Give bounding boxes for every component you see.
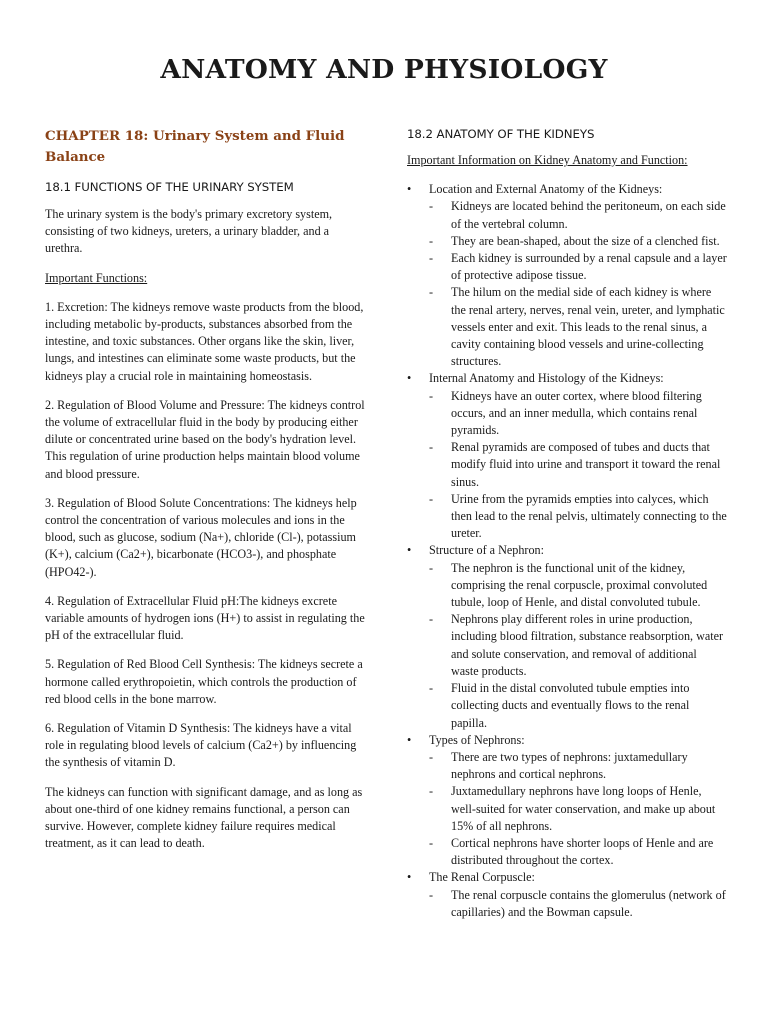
topic-point-text: Juxtamedullary nephrons have long loops of Henle, well-suited for water conservation, and make up about 15% of all nephrons.: [451, 784, 716, 833]
dash-icon: -: [429, 199, 434, 214]
topic-label: Internal Anatomy and Histology of the Kidneys:: [429, 371, 664, 386]
functions-heading: Important Functions:: [45, 270, 148, 285]
topic-label: Types of Nephrons:: [429, 732, 525, 747]
topic-points: [429, 388, 727, 543]
topic-points: [429, 560, 727, 732]
topic-point: [429, 611, 727, 680]
topic-point-text: The hilum on the medial side of each kidney is where the renal artery, nerves, renal vein, ureter, and lymphatic vessels enter and exit. This leads to the renal sinus, a cavity containing blood vessels and urine-collecting structures.: [451, 285, 725, 369]
dash-icon: -: [429, 285, 434, 300]
dash-icon: -: [429, 388, 434, 403]
topic-points: [429, 887, 727, 921]
topic-point: [429, 835, 727, 869]
topic-label: The Renal Corpuscle:: [429, 870, 535, 885]
topic-points: [429, 749, 727, 869]
topic-point-text: They are bean-shaped, about the size of a clenched fist.: [451, 233, 720, 248]
topic-point: [429, 388, 727, 440]
dash-icon: -: [429, 835, 434, 850]
dash-icon: -: [429, 233, 434, 248]
section-heading-18-1: 18.1 FUNCTIONS OF THE URINARY SYSTEM: [45, 180, 294, 194]
info-heading: Important Information on Kidney Anatomy and Function:: [407, 153, 688, 167]
closing-paragraph: The kidneys can function with significant damage, and as long as about one-third of one kidney remains functional, a person can survive. However, complete kidney failure requires medical treatment, as it can lead to death.: [45, 784, 363, 851]
topic-point: [429, 749, 727, 783]
topic-point-text: Cortical nephrons have shorter loops of Henle and are distributed throughout the cortex.: [451, 835, 714, 868]
bullet-icon: •: [407, 870, 412, 885]
function-item: 1. Excretion: The kidneys remove waste products from the blood, including metabolic by-products, substances absorbed from the intestine, and toxic substances. Other organs like the skin, liver, lungs, and intestines can eliminate some waste products, but the kidneys play a crucial role in maintaining homeostasis.: [45, 299, 364, 383]
dash-icon: -: [429, 440, 434, 455]
topic-point-text: The nephron is the functional unit of the kidney, comprising the renal corpuscle, proximal convoluted tubule, loop of Henle, and distal convoluted tubule.: [451, 560, 708, 610]
topic-points: [429, 198, 727, 370]
topic-point-text: Each kidney is surrounded by a renal capsule and a layer of protective adipose tissue.: [451, 251, 727, 283]
left-column: [45, 126, 367, 865]
dash-icon: -: [429, 491, 434, 506]
dash-icon: -: [429, 251, 434, 266]
document-title: ANATOMY AND PHYSIOLOGY: [160, 54, 608, 85]
topic-point: [429, 560, 727, 612]
bullet-icon: •: [407, 371, 412, 386]
topics-list: [407, 181, 727, 921]
topic-point-text: The renal corpuscle contains the glomerulus (network of capillaries) and the Bowman capsule.: [451, 887, 726, 919]
topic-point-text: Fluid in the distal convoluted tubule empties into collecting ducts and eventually flows to the renal papilla.: [451, 681, 690, 730]
dash-icon: -: [429, 560, 434, 575]
dash-icon: -: [429, 784, 434, 799]
function-item: 3. Regulation of Blood Solute Concentrations: The kidneys help control the concentration of various molecules and ions in the blood, such as glucose, sodium (Na+), chloride (Cl-), potassium (K+), calcium (Ca2+), bicarbonate (HCO3-), and phosphate (HPO42-).: [45, 495, 357, 579]
topic-item: [407, 181, 727, 370]
topic-point-text: Kidneys are located behind the peritoneum, on each side of the vertebral column.: [451, 199, 726, 231]
topic-item: [407, 370, 727, 542]
topic-point-text: Nephrons play different roles in urine production, including blood filtration, substance reabsorption, water and solute conservation, and removal of additional waste products.: [451, 612, 724, 678]
topic-point: [429, 250, 727, 284]
topic-point: [429, 491, 727, 543]
bullet-icon: •: [407, 732, 412, 747]
topic-label: Location and External Anatomy of the Kidneys:: [429, 182, 663, 197]
dash-icon: -: [429, 749, 434, 764]
topic-item: [407, 732, 727, 870]
topic-label: Structure of a Nephron:: [429, 543, 544, 558]
topic-point: [429, 439, 727, 491]
section-heading-18-2: 18.2 ANATOMY OF THE KIDNEYS: [407, 127, 595, 141]
dash-icon: -: [429, 612, 434, 627]
bullet-icon: •: [407, 182, 412, 197]
bullet-icon: •: [407, 543, 412, 558]
functions-list: [45, 299, 367, 772]
topic-point-text: Renal pyramids are composed of tubes and ducts that modify fluid into urine and transport it toward the renal sinus.: [451, 440, 721, 489]
topic-point: [429, 887, 727, 921]
dash-icon: -: [429, 887, 434, 902]
intro-paragraph: The urinary system is the body's primary excretory system, consisting of two kidneys, ureters, a urinary bladder, and a urethra.: [45, 207, 333, 256]
dash-icon: -: [429, 681, 434, 696]
topic-item: [407, 542, 727, 731]
function-item: 4. Regulation of Extracellular Fluid pH:The kidneys excrete variable amounts of hydrogen ions (H+) to assist in regulating the pH of the extracellular fluid.: [45, 593, 365, 643]
function-item: 6. Regulation of Vitamin D Synthesis: The kidneys have a vital role in regulating blood levels of calcium (Ca2+) by influencing the synthesis of vitamin D.: [45, 721, 357, 770]
topic-point-text: Kidneys have an outer cortex, where blood filtering occurs, and an inner medulla, which contains renal pyramids.: [451, 388, 702, 438]
topic-point: [429, 233, 727, 250]
function-item: 2. Regulation of Blood Volume and Pressure: The kidneys control the volume of extracellular fluid in the body by producing either dilute or concentrated urine based on the body's hydration level. This regulation of urine production helps maintain blood volume and blood pressure.: [45, 397, 365, 481]
topic-point: [429, 284, 727, 370]
right-column: [407, 126, 727, 921]
topic-point-text: There are two types of nephrons: juxtamedullary nephrons and cortical nephrons.: [451, 749, 688, 782]
topic-point: [429, 198, 727, 232]
function-item: 5. Regulation of Red Blood Cell Synthesis: The kidneys secrete a hormone called erythropoietin, which controls the production of red blood cells in the bone marrow.: [45, 657, 363, 706]
topic-item: [407, 869, 727, 921]
topic-point-text: Urine from the pyramids empties into calyces, which then lead to the renal pelvis, ultimately connecting to the ureter.: [451, 491, 727, 541]
topic-point: [429, 680, 727, 732]
chapter-heading: CHAPTER 18: Urinary System and Fluid Balance: [45, 128, 345, 165]
topic-point: [429, 783, 727, 835]
